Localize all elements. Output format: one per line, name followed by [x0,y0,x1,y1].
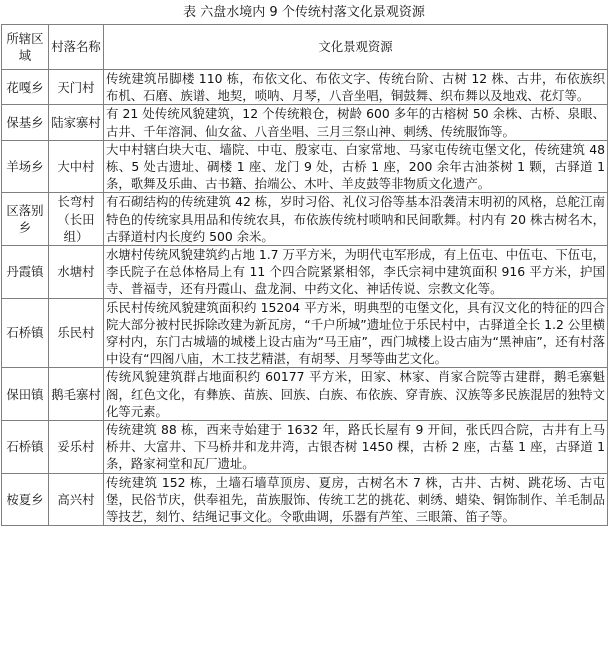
resources-cell: 乐民村传统风貌建筑面积约 15204 平方米，明典型的屯堡文化，具有汉文化的特征的四合院大部分被村民拆除改建为新瓦房，“千户所城”遗址位于乐民村中，古驿道全长 1.2 公里横穿村内，东门古城墙的城楼上设古庙为“马王庙”，西门城楼上设古庙为“黑神庙”，还有村落中设有“四阁八庙，木工技艺精湛，有胡琴、月琴等曲艺文化。 [104,298,608,368]
region-cell: 石桥镇 [2,298,49,368]
village-cell: 妥乐村 [49,421,104,474]
header-region: 所辖区域 [2,25,49,70]
region-cell: 羊场乡 [2,140,49,193]
table-row [2,105,608,140]
region-cell: 保田镇 [2,368,49,421]
region-cell: 花嘎乡 [2,70,49,105]
region-cell: 石桥镇 [2,421,49,474]
resources-cell: 传统建筑吊脚楼 110 栋，布依文化、布依文字、传统台阶、古树 12 株、古井，布依族织布机、石磨、族谱、地契，唢呐、月琴，八音坐唱，铜鼓舞、织布舞以及地戏、花灯等。 [104,70,608,105]
resources-cell: 传统建筑 88 栋，西来寺始建于 1632 年，路氏长屋有 9 开间，张氏四合院，古井有上马桥井、大富井、下马桥井和龙井湾，古银杏树 1450 棵，古桥 2 座，古墓 1 座，古驿道 1 条，路家祠堂和瓦厂遗址。 [104,421,608,474]
table-row [2,368,608,421]
village-cell: 乐民村 [49,298,104,368]
table-row [2,140,608,193]
village-cell: 陆家寨村 [49,105,104,140]
cultural-resources-table [1,24,608,526]
resources-cell: 有石砌结构的传统建筑 42 栋，岁时习俗、礼仪习俗等基本沿袭清末明初的风格，总舵江南特色的传统家具用品和传统农具，布依族传统村唢呐和民间歌舞。村内有 20 株古树名木，古驿道村内长度约 500 余米。 [104,193,608,246]
table-header-row [2,25,608,70]
header-village: 村落名称 [49,25,104,70]
village-cell: 天门村 [49,70,104,105]
table-row [2,246,608,299]
resources-cell: 传统风貌建筑群占地面积约 60177 平方米，田家、林家、肖家合院等古建群，鹅毛寨魁阁，红色文化，有彝族、苗族、回族、白族、布依族、穿青族、汉族等多民族混居的独特文化等元素。 [104,368,608,421]
table-row [2,421,608,474]
resources-cell: 大中村辖白块大屯、墙院、中屯、殷家屯、白家常地、马家屯传统屯堡文化，传统建筑 48 栋、5 处古遗址、碉楼 1 座、龙门 9 处，古桥 1 座，200 余年古油茶树 1 颗，古驿道 1 条，歌舞及乐曲、古书籍、抬端公、木叶、羊皮鼓等非物质文化遗产。 [104,140,608,193]
resources-cell: 有 21 处传统风貌建筑，12 个传统粮仓，树龄 600 多年的古榕树 50 余株、古桥、泉眼、古井、千年溶洞、仙女盆、八音坐唱、三月三祭山神、刺绣、传统服饰等。 [104,105,608,140]
table-row [2,70,608,105]
table-title: 表 六盘水境内 9 个传统村落文化景观资源 [183,5,425,20]
table-row [2,298,608,368]
region-cell: 保基乡 [2,105,49,140]
region-cell: 区落别乡 [2,193,49,246]
table-row [2,473,608,526]
region-cell: 丹霞镇 [2,246,49,299]
village-cell: 长弯村（长田组） [49,193,104,246]
village-cell: 鹅毛寨村 [49,368,104,421]
header-resources: 文化景观资源 [104,25,608,70]
table-row [2,193,608,246]
village-cell: 水塘村 [49,246,104,299]
village-cell: 大中村 [49,140,104,193]
resources-cell: 传统建筑 152 栋，土墙石墙草顶房、夏房，古树名木 7 株，古井、古树、跳花场、古屯堡，民俗节庆，供奉祖先，苗族服饰、传统工艺的挑花、刺绣、蜡染、铜饰制作、羊毛制品等技艺，刻竹、结绳记事文化。令歌曲调，乐器有芦笙、三眼箫、笛子等。 [104,473,608,526]
region-cell: 桉夏乡 [2,473,49,526]
village-cell: 高兴村 [49,473,104,526]
resources-cell: 水塘村传统风貌建筑约占地 1.7 万平方米，为明代屯军形成，有上伍屯、中伍屯、下伍屯，李氏院子在总体格局上有 11 个四合院紧紧相邻，李氏宗祠中建筑面积 916 平方米，护国寺、普福寺，还有丹霞山、盘龙洞、中药文化、神话传说、宗教文化等。 [104,246,608,299]
